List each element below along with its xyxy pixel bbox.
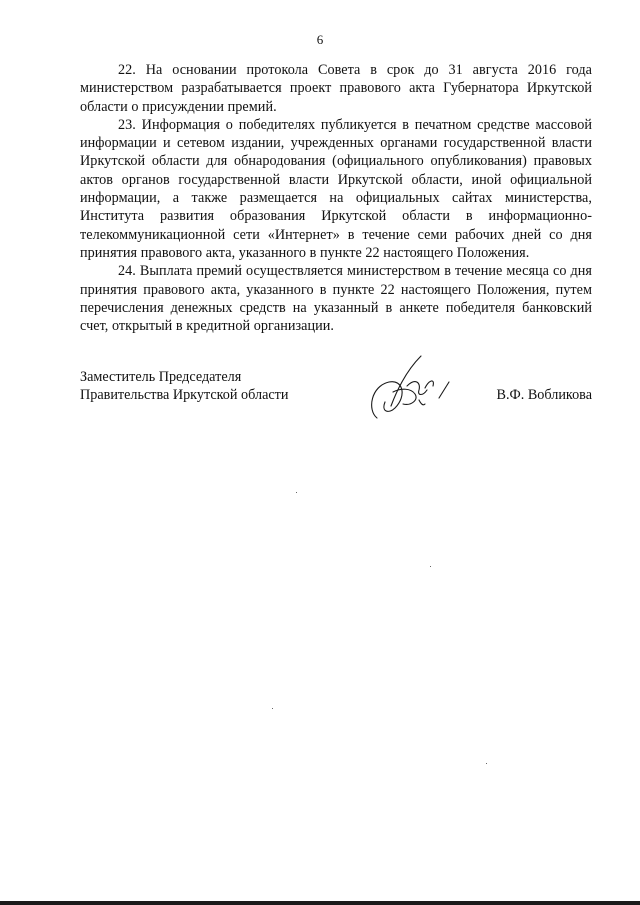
scan-edge-line bbox=[0, 901, 640, 905]
signatory-position-line-2: Правительства Иркутской области bbox=[80, 387, 289, 404]
handwritten-signature bbox=[363, 352, 463, 424]
paragraph-24: 24. Выплата премий осуществляется министерством в течение месяца со дня принятия правового акта, указанного в пункте 22 настоящего Положения, путем перечисления денежных средств на указанный в анкете победителя банковский счет, открытый в кредитной организации. bbox=[80, 263, 592, 335]
signature-block bbox=[80, 368, 592, 428]
page-number: 6 bbox=[316, 32, 324, 47]
signatory-position bbox=[80, 368, 288, 405]
paragraph-22: 22. На основании протокола Совета в срок до 31 августа 2016 года министерством разрабатывается проект правового акта Губернатора Иркутской области о присуждении премий. bbox=[80, 62, 592, 115]
paragraph-23: 23. Информация о победителях публикуется в печатном средстве массовой информации и сетевом издании, учрежденных органами государственной власти Иркутской области для обнародования (официального опубликования) правовых актов органов государственной власти Иркутской области, иной официальной информации, а также размещается на официальных сайтах министерства, Института развития образования Иркутской области в информационно-телекоммуникационной сети «Интернет» в течение семи рабочих дней со дня принятия правового акта, указанного в пункте 22 настоящего Положения. bbox=[80, 116, 592, 261]
document-body bbox=[80, 61, 592, 335]
signatory-position-line-1: Заместитель Председателя bbox=[80, 369, 242, 385]
signatory-name: В.Ф. Вобликова bbox=[496, 387, 592, 403]
